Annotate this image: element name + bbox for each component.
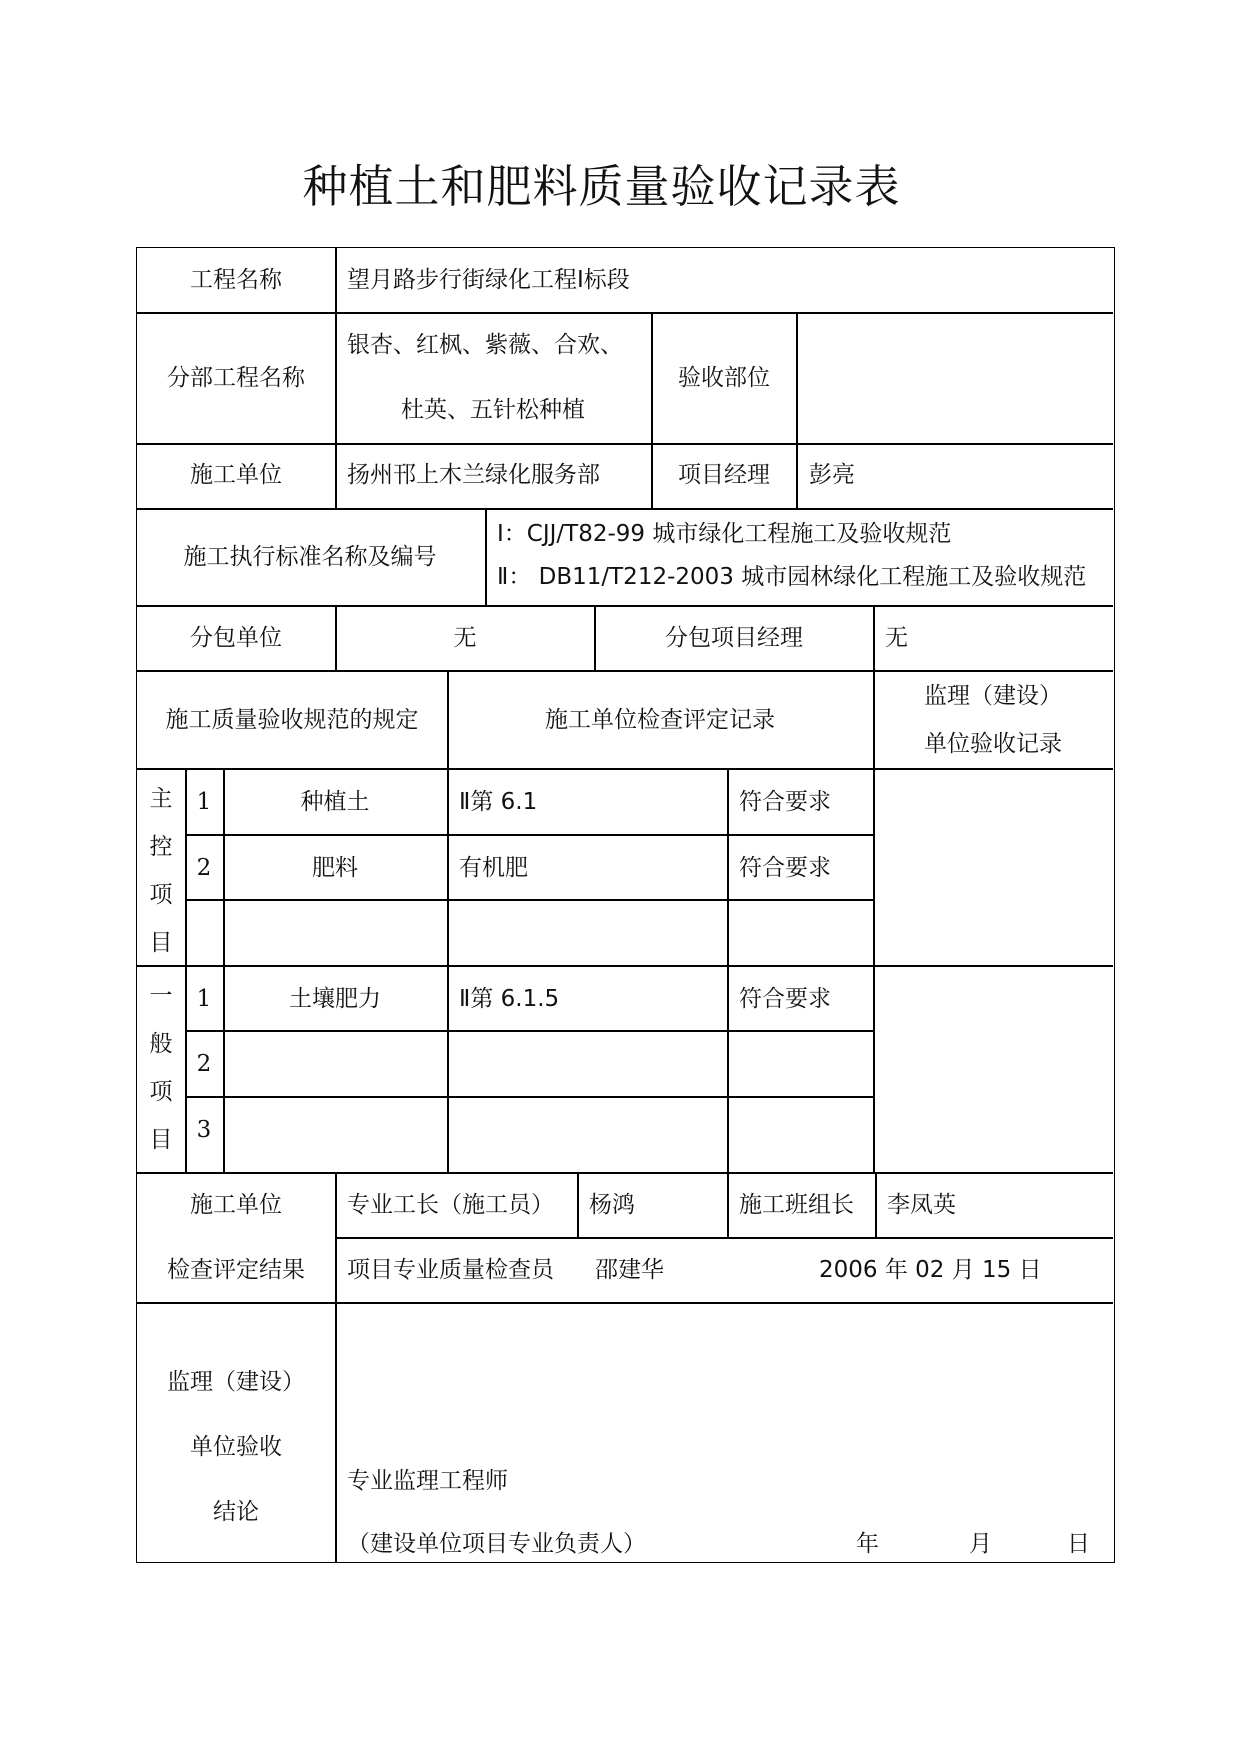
- main-item-no: 1: [196, 789, 212, 815]
- page-title: 种植土和肥料质量验收记录表: [302, 160, 901, 213]
- sub-project-value-line1: 银杏、红枫、紫薇、合欢、: [347, 332, 623, 358]
- general-items-label: 一般项目: [149, 983, 173, 1153]
- col-rule: [873, 605, 875, 1172]
- row-rule: [137, 508, 1113, 510]
- project-manager-value: 彭亮: [809, 462, 855, 488]
- construction-unit-value: 扬州邗上木兰绿化服务部: [347, 462, 600, 488]
- conclusion-label-line1: 监理（建设）: [167, 1369, 305, 1395]
- column-supervision-header-line1: 监理（建设）: [924, 683, 1062, 709]
- row-rule: [137, 1302, 1113, 1304]
- project-name-label: 工程名称: [190, 267, 282, 293]
- row-rule: [137, 312, 1113, 314]
- row-rule: [137, 670, 1113, 672]
- main-item-name: 肥料: [312, 855, 358, 881]
- conclusion-label-line2: 单位验收: [190, 1434, 282, 1460]
- conclusion-month: 月: [969, 1531, 992, 1557]
- general-item-no: 2: [196, 1051, 212, 1077]
- team-leader-label: 施工班组长: [739, 1192, 854, 1218]
- col-rule: [485, 508, 487, 605]
- row-rule: [185, 1030, 873, 1032]
- main-item-basis: 有机肥: [459, 855, 528, 881]
- row-rule: [137, 443, 1113, 445]
- foreman-value: 杨鸿: [589, 1192, 635, 1218]
- column-supervision-header-line2: 单位验收记录: [924, 731, 1062, 757]
- inspection-record-table: [136, 247, 1115, 1563]
- main-item-name: 种植土: [300, 789, 370, 815]
- inspect-part-label: 验收部位: [678, 365, 770, 391]
- main-item-result: 符合要求: [739, 789, 831, 815]
- row-rule: [185, 1096, 873, 1098]
- foreman-label: 专业工长（施工员）: [347, 1192, 554, 1218]
- row-rule: [185, 899, 873, 901]
- row-rule: [335, 1237, 1113, 1239]
- subcontract-manager-value: 无: [885, 625, 908, 651]
- project-manager-label: 项目经理: [678, 462, 770, 488]
- col-rule: [594, 605, 596, 670]
- general-item-no: 3: [196, 1117, 212, 1143]
- subcontract-label: 分包单位: [190, 625, 282, 651]
- row-rule: [137, 605, 1113, 607]
- row-rule: [137, 965, 1113, 967]
- col-rule: [335, 248, 337, 508]
- standards-line2: Ⅱ： DB11/T212-2003 城市园林绿化工程施工及验收规范: [497, 564, 1087, 590]
- owner-representative-label: （建设单位项目专业负责人）: [347, 1531, 646, 1557]
- conclusion-day: 日: [1067, 1531, 1090, 1557]
- general-item-result: 符合要求: [739, 986, 831, 1012]
- row-rule: [185, 834, 873, 836]
- subcontract-value: 无: [453, 625, 477, 651]
- row-rule: [137, 1172, 1113, 1174]
- col-rule: [335, 1172, 337, 1562]
- general-item-no: 1: [196, 986, 212, 1012]
- general-item-basis: Ⅱ第 6.1.5: [459, 986, 560, 1012]
- general-item-name: 土壤肥力: [289, 986, 381, 1012]
- col-rule: [223, 768, 225, 1172]
- conclusion-year: 年: [856, 1531, 879, 1557]
- col-rule: [875, 1172, 877, 1237]
- check-result-label-line1: 施工单位: [190, 1192, 282, 1218]
- col-rule: [727, 768, 729, 1172]
- col-rule: [335, 605, 337, 670]
- main-item-no: 2: [196, 855, 212, 881]
- team-leader-value: 李凤英: [887, 1192, 956, 1218]
- column-spec-header: 施工质量验收规范的规定: [165, 707, 419, 733]
- sub-project-label: 分部工程名称: [167, 365, 305, 391]
- main-items-label: 主控项目: [149, 786, 173, 956]
- standards-label: 施工执行标准名称及编号: [183, 544, 437, 570]
- col-rule: [577, 1172, 579, 1237]
- quality-inspector-value: 邵建华: [595, 1257, 664, 1283]
- row-rule: [137, 768, 1113, 770]
- construction-unit-label: 施工单位: [190, 462, 282, 488]
- col-rule: [185, 768, 187, 1172]
- inspection-date: 2006 年 02 月 15 日: [819, 1257, 1042, 1283]
- col-rule: [447, 670, 449, 1172]
- column-record-header: 施工单位检查评定记录: [545, 707, 775, 733]
- col-rule: [727, 1172, 729, 1237]
- main-item-basis: Ⅱ第 6.1: [459, 789, 538, 815]
- col-rule: [651, 312, 653, 508]
- check-result-label-line2: 检查评定结果: [167, 1257, 305, 1283]
- quality-inspector-label: 项目专业质量检查员: [347, 1257, 554, 1283]
- sub-project-value-line2: 杜英、五针松种植: [401, 397, 585, 423]
- col-rule: [796, 312, 798, 508]
- conclusion-label-line3: 结论: [213, 1499, 259, 1525]
- supervising-engineer-label: 专业监理工程师: [347, 1468, 508, 1494]
- subcontract-manager-label: 分包项目经理: [665, 625, 803, 651]
- main-item-result: 符合要求: [739, 855, 831, 881]
- project-name-value: 望月路步行街绿化工程Ⅰ标段: [347, 267, 630, 293]
- standards-line1: Ⅰ：CJJ/T82-99 城市绿化工程施工及验收规范: [497, 521, 952, 547]
